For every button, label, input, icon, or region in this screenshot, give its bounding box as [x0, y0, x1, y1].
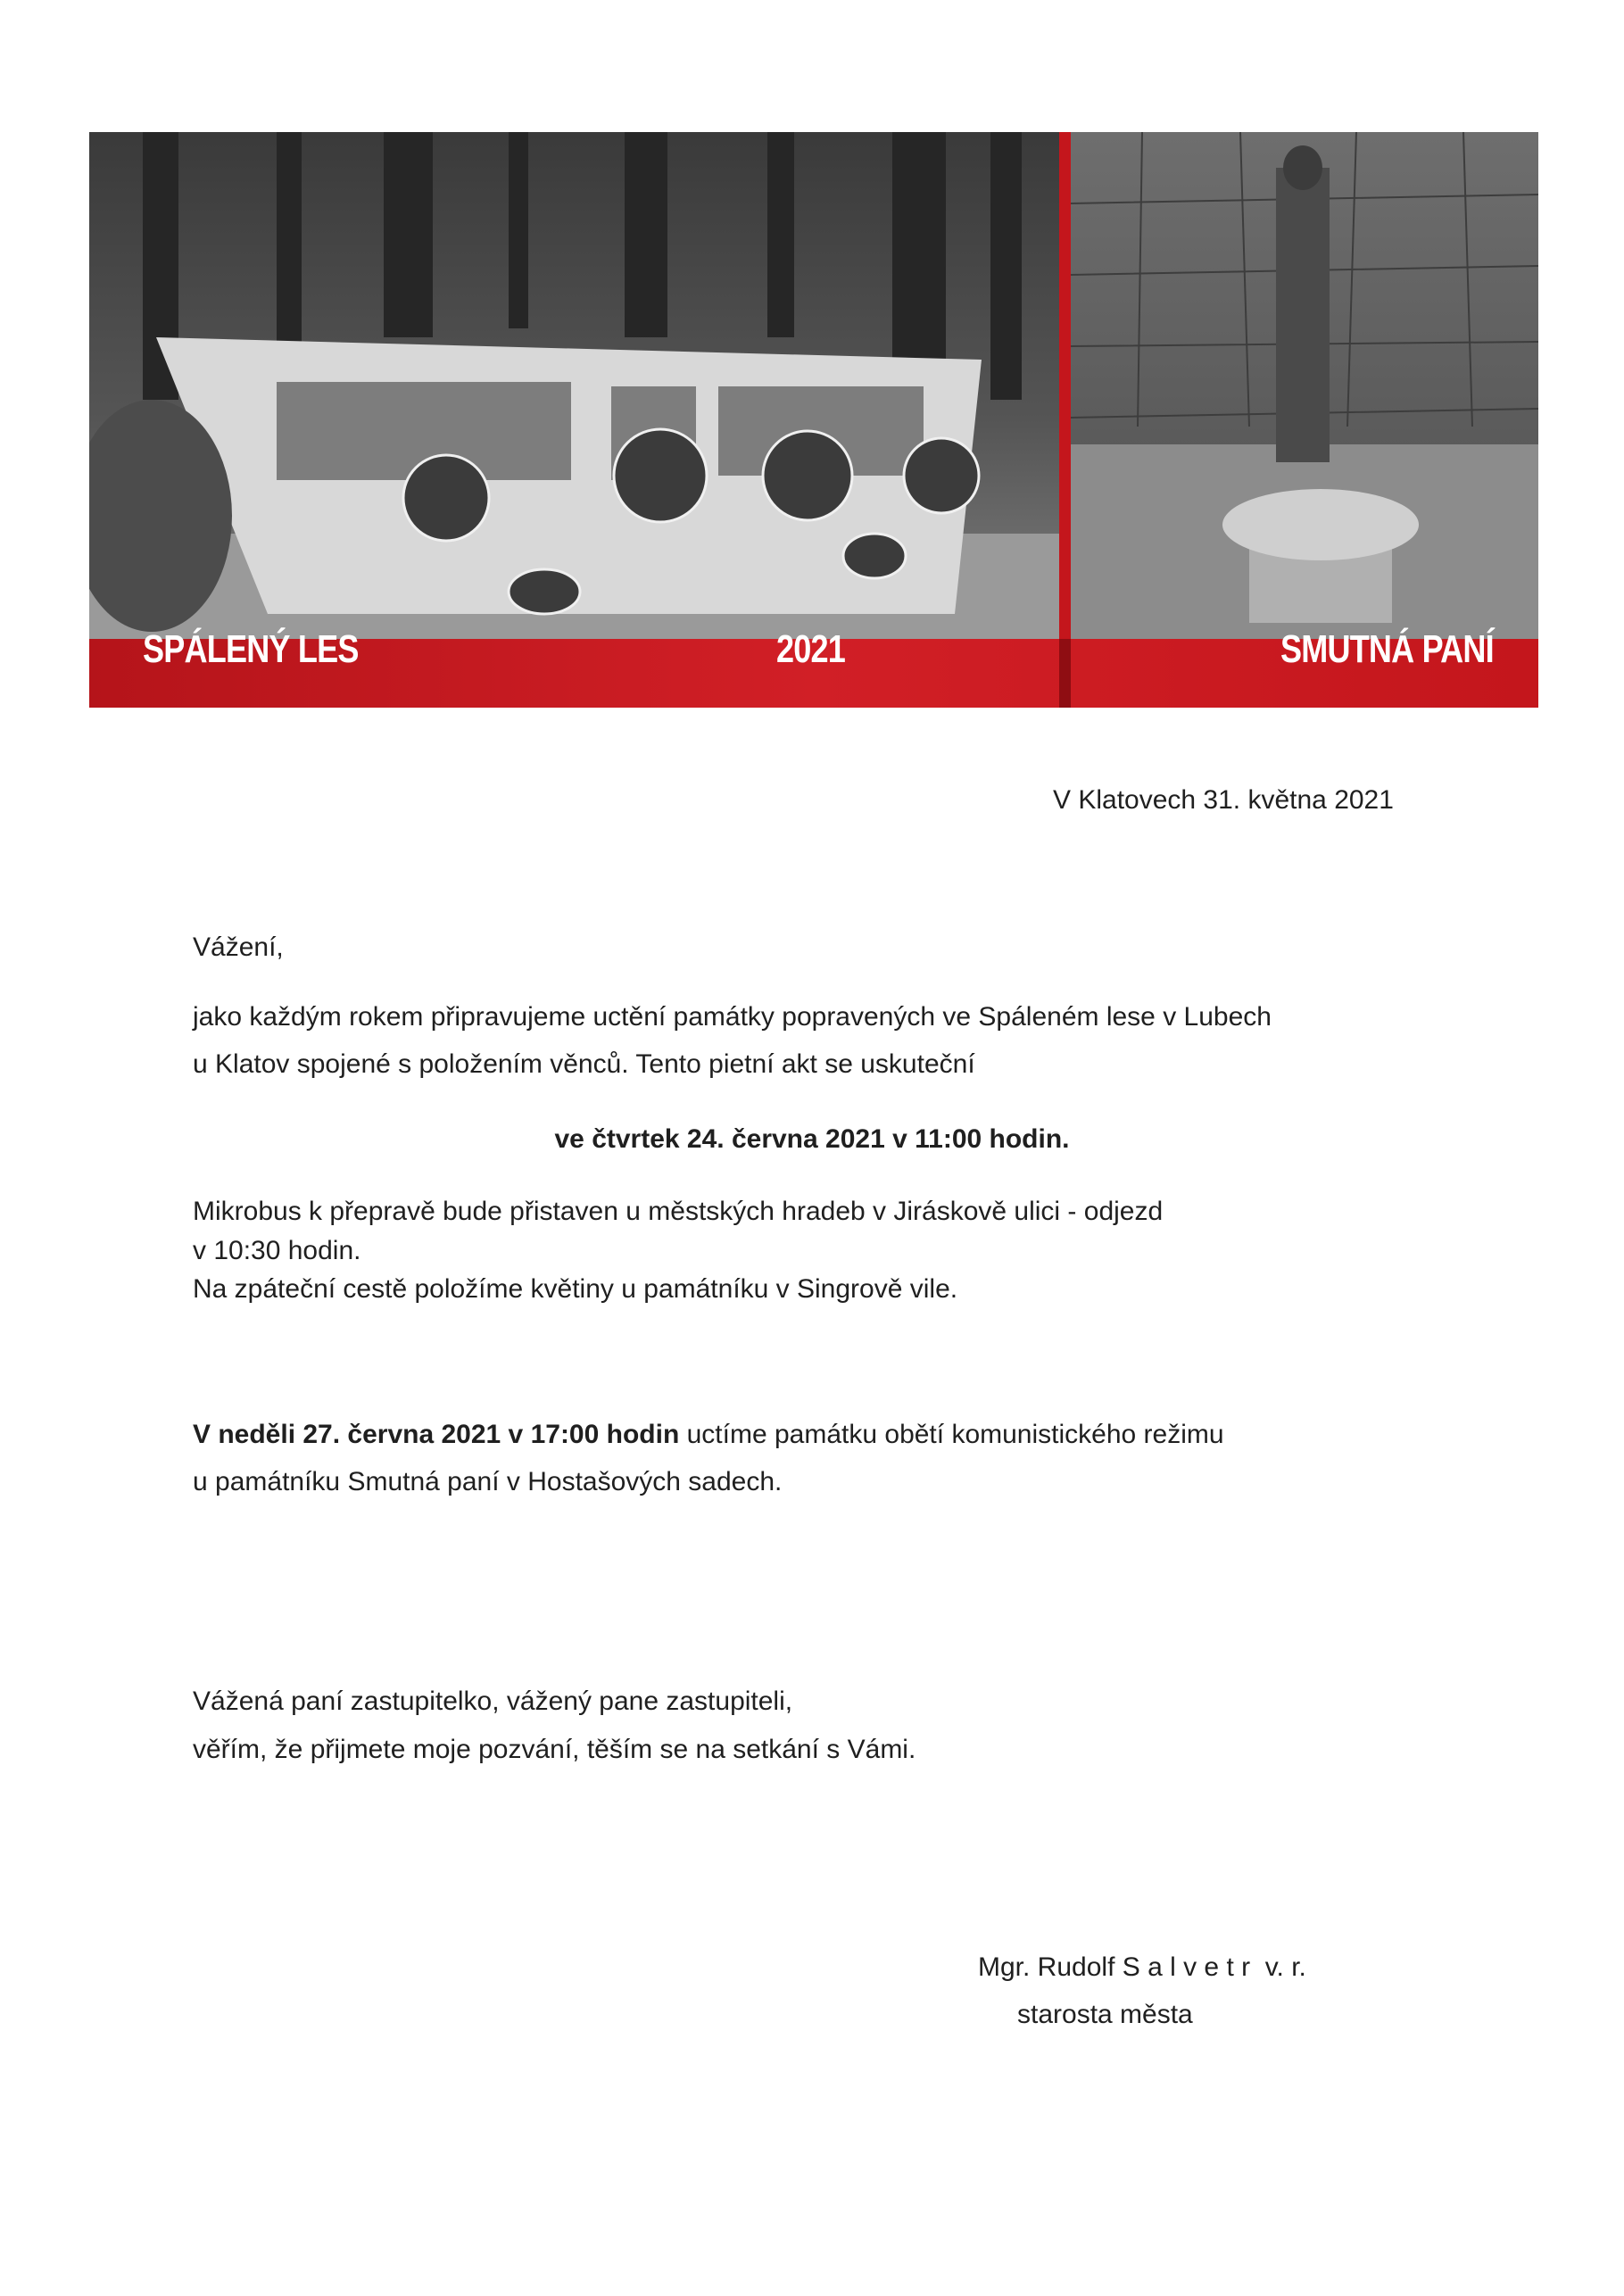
- event-2-line-2: u památníku Smutná paní v Hostašových sadech.: [193, 1467, 783, 1496]
- paragraph-1-line-1: jako každým rokem připravujeme uctění památky popravených ve Spáleném lese v Lubech: [193, 1002, 1272, 1032]
- signature-name: Mgr. Rudolf S a l v e t r v. r.: [978, 1952, 1306, 1982]
- event-1-date: ve čtvrtek 24. června 2021 v 11:00 hodin.: [554, 1124, 1070, 1154]
- salutation: Vážení,: [193, 932, 284, 962]
- paragraph-1-line-2: u Klatov spojené s položením věnců. Tento pietní akt se uskuteční: [193, 1049, 975, 1079]
- banner-label-year: 2021: [776, 627, 845, 671]
- letter-date: V Klatovech 31. května 2021: [1053, 785, 1394, 815]
- banner-label-spaleny-les: SPÁLENÝ LES: [143, 627, 359, 671]
- bus-line-1: Mikrobus k přepravě bude přistaven u městských hradeb v Jiráskově ulici - odjezd: [193, 1197, 1164, 1226]
- closing-line-2: věřím, že přijmete moje pozvání, těším se na setkání s Vámi.: [193, 1735, 916, 1764]
- banner-label-smutna-pani: SMUTNÁ PANÍ: [1280, 627, 1494, 671]
- header-banner: [89, 132, 1538, 708]
- bus-line-2: v 10:30 hodin.: [193, 1236, 361, 1265]
- banner-photo: [89, 132, 1538, 708]
- event-2-date: V neděli 27. června 2021 v 17:00 hodin: [193, 1420, 680, 1449]
- bus-line-3: Na zpáteční cestě položíme květiny u památníku v Singrově vile.: [193, 1274, 958, 1304]
- event-2-line-1: [193, 1417, 1224, 1453]
- event-2-description: uctíme památku obětí komunistického režimu: [679, 1420, 1224, 1449]
- signature-title: starosta města: [1017, 2000, 1193, 2029]
- closing-line-1: Vážená paní zastupitelko, vážený pane zastupiteli,: [193, 1687, 793, 1716]
